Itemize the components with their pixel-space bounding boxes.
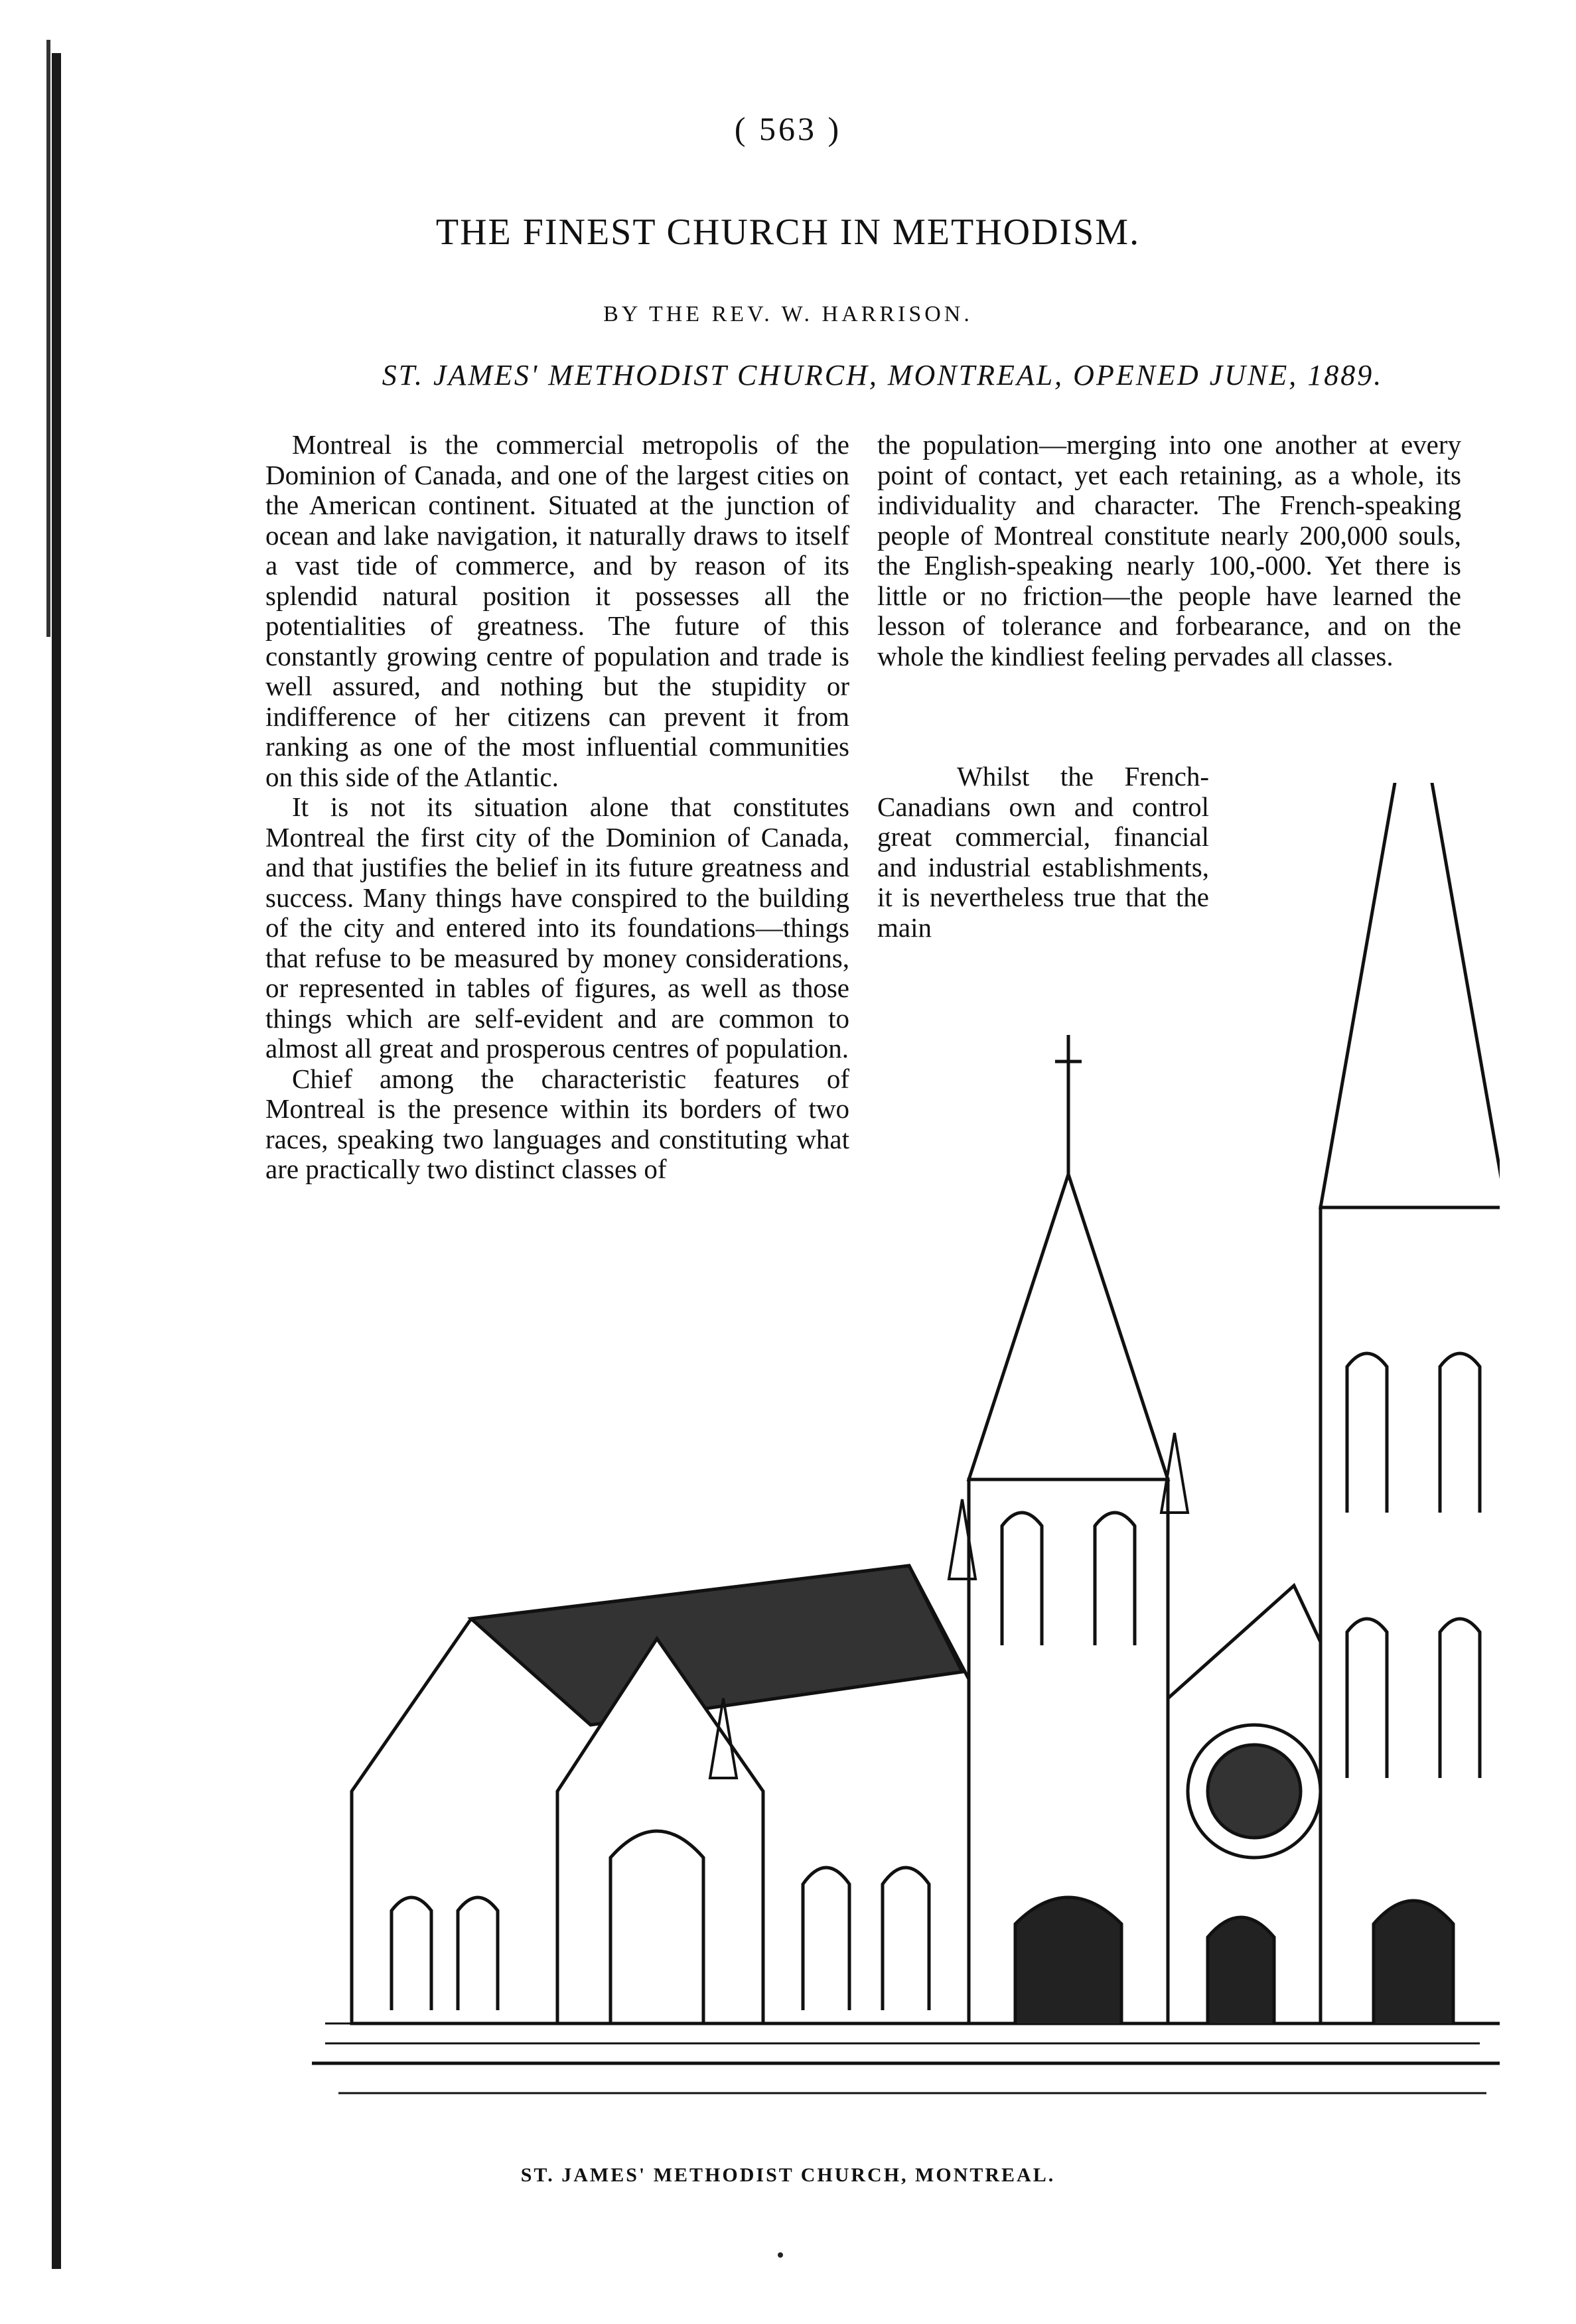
middle-tower <box>969 1035 1168 2023</box>
paragraph: Montreal is the commercial metropolis of the Dominion of Canada, and one of the largest cities on the American continent. Situated at the junction of ocean and lake navigation, it naturally draws to itself a vast tide of commerce, and by reason of its splendid natural position it possesses all the potentialities of greatness. The future of this constantly growing centre of population and trade is well assured, and nothing but the stupidity or indifference of her citizens can prevent it from ranking as one of the most influential communities on this side of the Atlantic. <box>265 429 849 792</box>
right-column-top <box>877 430 1461 671</box>
paragraph: Chief among the characteristic features of Montreal is the presence within its borders of two races, speaking two languages and constituting what are practically two distinct classes of <box>265 1063 849 1184</box>
article-subtitle: ST. JAMES' METHODIST CHURCH, MONTREAL, OPENED JUNE, 1889. <box>382 359 1384 391</box>
main-tower <box>1321 783 1500 2023</box>
fence <box>325 2023 1480 2043</box>
paragraph: the population—merging into one another at every point of contact, yet each retaining, as a whole, its individuality and character. The French-speaking people of Montreal constitute nearly 200,000 souls, the English-speaking nearly 100,-000. Yet there is little or no friction—the people have learned the lesson of tolerance and forbearance, and on the whole the kindliest feeling pervades all classes. <box>877 429 1461 671</box>
page-number: ( 563 ) <box>734 110 842 147</box>
page-edge-bar <box>52 53 61 2269</box>
paragraph: Whilst the French-Canadians own and control great commercial, financial and industrial establishments, it is nevertheless true that the main <box>877 761 1209 943</box>
paragraph: It is not its situation alone that constitutes Montreal the first city of the Dominion of Canada, and that justifies the belief in its future greatness and success. Many things have conspired to the building of the city and entered into its foundations—things that refuse to be measured by money considerations, or represented in tables of figures, as well as those things which are self-evident and are common to almost all great and prosperous centres of population. <box>265 791 849 1063</box>
church-illustration <box>312 783 1500 2143</box>
page-dot <box>778 2252 783 2258</box>
article-title: THE FINEST CHURCH IN METHODISM. <box>435 212 1141 253</box>
byline: BY THE REV. W. HARRISON. <box>603 302 973 326</box>
figure-caption: ST. JAMES' METHODIST CHURCH, MONTREAL. <box>520 2164 1056 2186</box>
